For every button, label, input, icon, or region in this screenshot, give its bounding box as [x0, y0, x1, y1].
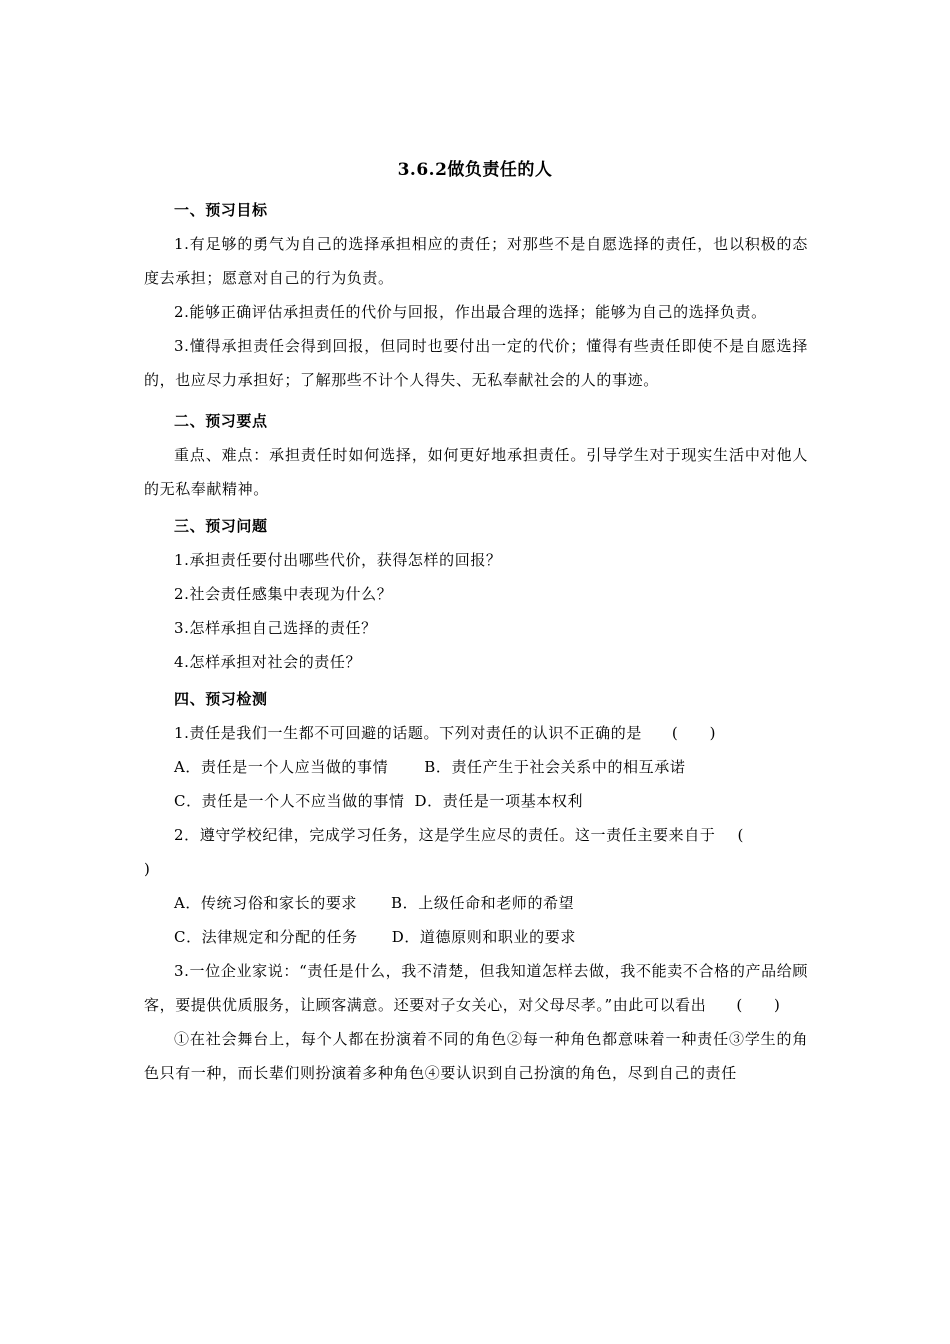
option-d: D．责任是一项基本权利: [414, 792, 584, 810]
document-title: 3.6.2做负责任的人: [397, 160, 553, 180]
answer-parentheses: ( ): [671, 724, 717, 742]
options-row-2: [144, 920, 808, 954]
options-row-1: [144, 750, 808, 784]
answer-paren-close: ): [144, 860, 151, 878]
section-heading: 三、预习问题: [174, 517, 268, 535]
question-item-2: 2.社会责任感集中表现为什么？: [174, 585, 393, 603]
question-item-4: 4.怎样承担对社会的责任？: [174, 653, 362, 671]
question-item-3: 3.怎样承担自己选择的责任？: [174, 619, 377, 637]
answer-paren-open: (: [737, 826, 744, 844]
option-c: C．法律规定和分配的任务: [174, 928, 358, 946]
section-heading: 一、预习目标: [174, 201, 268, 219]
option-b: B．上级任命和老师的希望: [391, 894, 575, 912]
option-a: A．责任是一个人应当做的事情: [174, 758, 389, 776]
option-d: D．道德原则和职业的要求: [391, 928, 576, 946]
test-question-3: [144, 954, 808, 1022]
goal-item-2: 2.能够正确评估承担责任的代价与回报，作出最合理的选择；能够为自己的选择负责。: [174, 303, 767, 321]
section-heading: 四、预习检测: [174, 690, 268, 708]
question-3-statements: ①在社会舞台上，每个人都在扮演着不同的角色②每一种角色都意味着一种责任③学生的角色只有一种，而长辈们则扮演着多种角色④要认识到自己扮演的角色，尽到自己的责任: [144, 1030, 808, 1082]
question-stem: 3.一位企业家说：“责任是什么，我不清楚，但我知道怎样去做，我不能卖不合格的产品给顾客，要提供优质服务，让顾客满意。还要对子女关心，对父母尽孝。”由此可以看出: [144, 962, 808, 1014]
section-preview-test: [144, 682, 808, 1090]
key-points-text: 重点、难点：承担责任时如何选择，如何更好地承担责任。引导学生对于现实生活中对他人的无私奉献精神。: [144, 446, 808, 498]
test-question-2: [144, 818, 808, 886]
section-preview-questions: [144, 509, 808, 679]
section-preview-goals: [144, 193, 808, 397]
goal-item-3: 3.懂得承担责任会得到回报，但同时也要付出一定的代价；懂得有些责任即使不是自愿选择的，也应尽力承担好；了解那些不计个人得失、无私奉献社会的人的事迹。: [144, 337, 808, 389]
goal-item-1: 1.有足够的勇气为自己的选择承担相应的责任；对那些不是自愿选择的责任，也以积极的态度去承担；愿意对自己的行为负责。: [144, 235, 808, 287]
section-key-points: [144, 404, 808, 506]
question-item-1: 1.承担责任要付出哪些代价，获得怎样的回报？: [174, 551, 502, 569]
option-c: C．责任是一个人不应当做的事情: [174, 792, 405, 810]
test-question-1: [144, 716, 808, 750]
question-stem: 2．遵守学校纪律，完成学习任务，这是学生应尽的责任。这一责任主要来自于: [174, 826, 716, 844]
section-heading: 二、预习要点: [174, 412, 268, 430]
options-row-1: [144, 886, 808, 920]
question-stem: 1.责任是我们一生都不可回避的话题。下列对责任的认识不正确的是: [174, 724, 642, 742]
option-a: A．传统习俗和家长的要求: [174, 894, 358, 912]
option-b: B．责任产生于社会关系中的相互承诺: [424, 758, 686, 776]
options-row-2: [144, 784, 808, 818]
answer-parentheses: ( ): [736, 996, 781, 1014]
